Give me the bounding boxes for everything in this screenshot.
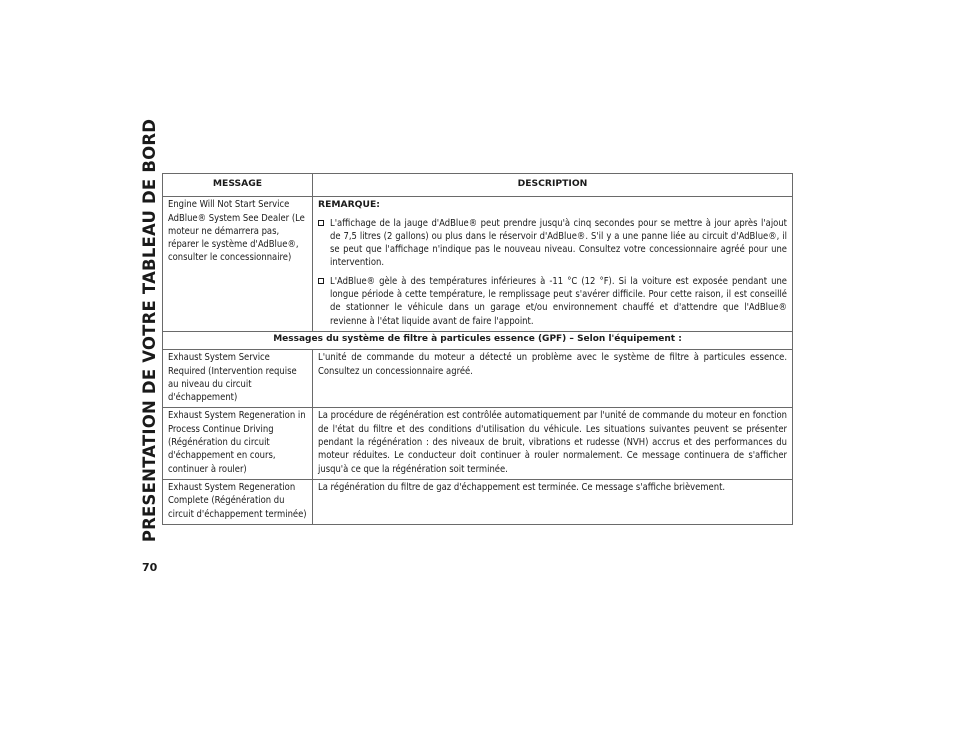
section-side-title <box>138 118 162 542</box>
description-cell <box>313 197 793 332</box>
table-row <box>163 350 793 408</box>
description-cell: La procédure de régénération est contrôlée automatiquement par l'unité de commande du moteur en fonction de l'état du filtre et des conditions d'utilisation du véhicule. Les situations suivantes peuvent se présenter pendant la régénération : des niveaux de bruit, vibrations et rudesse (NVH) accrus et des performances du moteur réduites. Le conducteur doit continuer à rouler normalement. Ce message continuera de s'afficher jusqu'à ce que la régénération soit terminée. <box>313 408 793 479</box>
checkbox-square-icon <box>318 220 324 226</box>
message-cell: Engine Will Not Start Service AdBlue® System See Dealer (Le moteur ne démarrera pas, réparer le système d'AdBlue®, consulter le concessionnaire) <box>163 197 313 332</box>
table-row <box>163 408 793 479</box>
message-cell: Exhaust System Regeneration Complete (Régénération du circuit d'échappement terminée) <box>163 479 313 524</box>
header-description: DESCRIPTION <box>313 174 793 197</box>
note-title: REMARQUE: <box>318 199 380 211</box>
message-cell: Exhaust System Regeneration in Process Continue Driving (Régénération du circuit d'échappement en cours, continuer à rouler) <box>163 408 313 479</box>
table-row <box>163 479 793 524</box>
bullet-text: L'affichage de la jauge d'AdBlue® peut prendre jusqu'à cinq secondes pour se mettre à jour après l'ajout de 7,5 litres (2 gallons) ou plus dans le réservoir d'AdBlue®. S'il y a une panne liée au circuit d'AdBlue®, il se peut que l'affichage n'indique pas le nouveau niveau. Consultez votre concessionnaire agréé pour une intervention. <box>330 217 787 269</box>
bullet-item <box>318 275 787 328</box>
description-cell: La régénération du filtre de gaz d'échappement est terminée. Ce message s'affiche brièvement. <box>313 479 793 524</box>
checkbox-square-icon <box>318 278 324 284</box>
section-title: Messages du système de filtre à particules essence (GPF) – Selon l'équipement : <box>163 331 793 349</box>
page-number: 70 <box>142 561 158 574</box>
side-title-text: PRESENTATION DE VOTRE TABLEAU DE BORD <box>140 118 160 542</box>
message-cell: Exhaust System Service Required (Intervention requise au niveau du circuit d'échappement) <box>163 350 313 408</box>
message-table <box>162 173 793 525</box>
bullet-text: L'AdBlue® gèle à des températures inférieures à -11 °C (12 °F). Si la voiture est exposée pendant une longue période à cette température, le remplissage peut s'avérer difficile. Pour cette raison, il est conseillé de stationner le véhicule dans un garage et/ou environnement chauffé et d'attendre que l'AdBlue® revienne à l'état liquide avant de faire l'appoint. <box>330 275 787 327</box>
bullet-item <box>318 217 787 270</box>
description-cell: L'unité de commande du moteur a détecté un problème avec le système de filtre à particules essence. Consultez un concessionnaire agréé. <box>313 350 793 408</box>
table-header-row <box>163 174 793 197</box>
table-row <box>163 197 793 332</box>
section-header-row <box>163 331 793 349</box>
header-message: MESSAGE <box>163 174 313 197</box>
